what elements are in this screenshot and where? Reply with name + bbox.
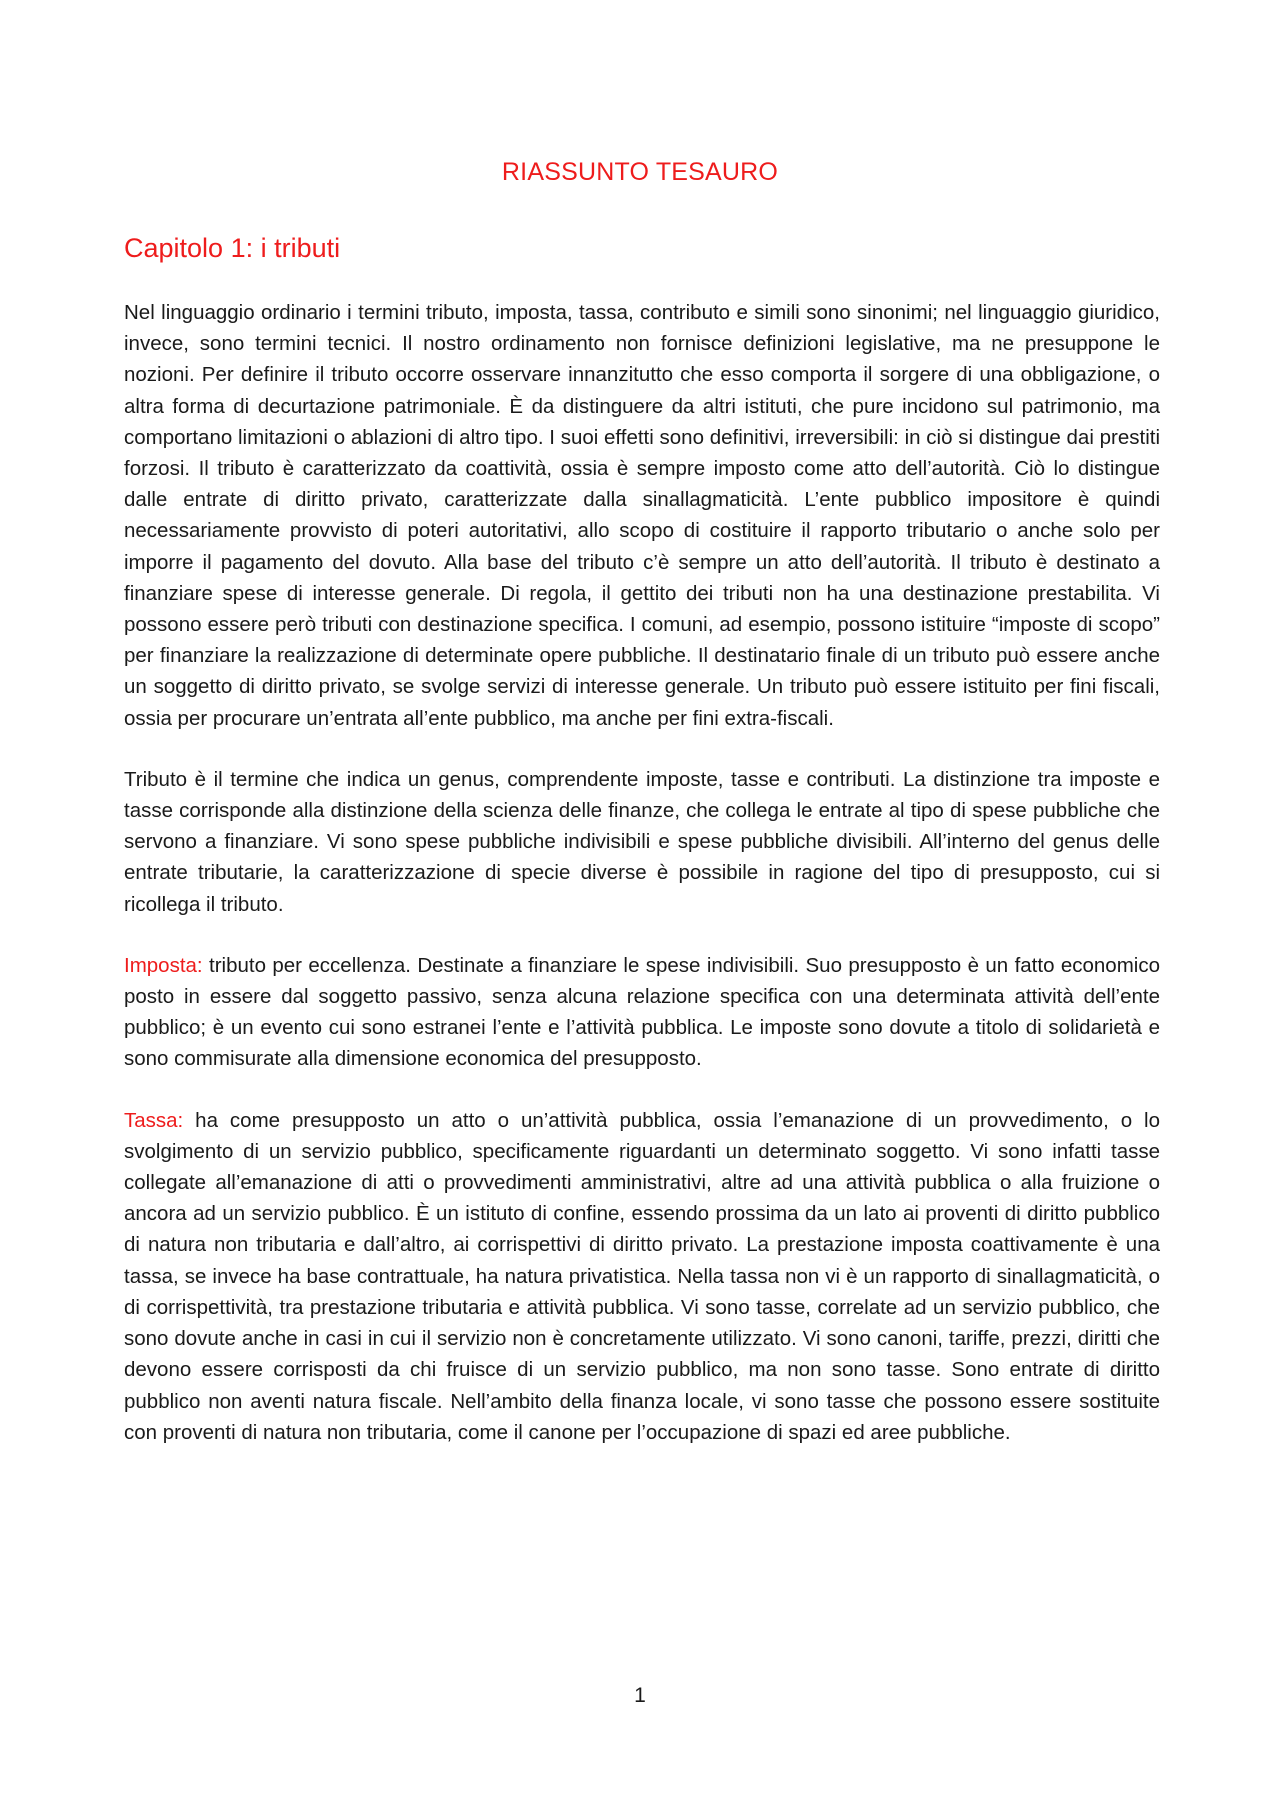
paragraph-imposta <box>124 950 1160 1075</box>
paragraph-tassa <box>124 1105 1160 1448</box>
chapter-title: Capitolo 1: i tributi <box>124 233 341 263</box>
document-title: RIASSUNTO TESAURO <box>501 158 779 186</box>
paragraph-tributo-genus: Tributo è il termine che indica un genus, comprendente imposte, tasse e contributi. La distinzione tra imposte e tasse corrisponde alla distinzione della scienza delle finanze, che collega le entrate al tipo di spese pubbliche che servono a finanziare. Vi sono spese pubbliche indivisibili e spese pubbliche divisibili. All’interno del genus delle entrate tributarie, la caratterizzazione di specie diverse è possibile in ragione del tipo di presupposto, cui si ricollega il tributo. <box>124 767 1160 916</box>
imposta-definition: tributo per eccellenza. Destinate a finanziare le spese indivisibili. Suo presupposto è un fatto economico posto in essere dal soggetto passivo, senza alcuna relazione specifica con una determinata attività dell’ente pubblico; è un evento cui sono estranei l’ente e l’attività pubblica. Le imposte sono dovute a titolo di solidarietà e sono commisurate alla dimensione economica del presupposto. <box>124 953 1160 1071</box>
term-imposta: Imposta: <box>124 953 203 977</box>
page-number: 1 <box>634 1684 646 1707</box>
document-body <box>124 297 1160 1478</box>
paragraph-tributo-definition: Nel linguaggio ordinario i termini tributo, imposta, tassa, contributo e simili sono sinonimi; nel linguaggio giuridico, invece, sono termini tecnici. Il nostro ordinamento non fornisce definizioni legislative, ma ne presuppone le nozioni. Per definire il tributo occorre osservare innanzitutto che esso comporta il sorgere di una obbligazione, o altra forma di decurtazione patrimoniale. È da distinguere da altri istituti, che pure incidono sul patrimonio, ma comportano limitazioni o ablazioni di altro tipo. I suoi effetti sono definitivi, irreversibili: in ciò si distingue dai prestiti forzosi. Il tributo è caratterizzato da coattività, ossia è sempre imposto come atto dell’autorità. Ciò lo distingue dalle entrate di diritto privato, caratterizzate dalla sinallagmaticità. L’ente pubblico impositore è quindi necessariamente provvisto di poteri autoritativi, allo scopo di costituire il rapporto tributario o anche solo per imporre il pagamento del dovuto. Alla base del tributo c’è sempre un atto dell’autorità. Il tributo è destinato a finanziare spese di interesse generale. Di regola, il gettito dei tributi non ha una destinazione prestabilita. Vi possono essere però tributi con destinazione specifica. I comuni, ad esempio, possono istituire “imposte di scopo” per finanziare la realizzazione di determinate opere pubbliche. Il destinatario finale di un tributo può essere anche un soggetto di diritto privato, se svolge servizi di interesse generale. Un tributo può essere istituito per fini fiscali, ossia per procurare un’entrata all’ente pubblico, ma anche per fini extra-fiscali. <box>124 301 1160 730</box>
term-tassa: Tassa: <box>124 1108 184 1132</box>
tassa-definition: ha come presupposto un atto o un’attività pubblica, ossia l’emanazione di un provvedimento, o lo svolgimento di un servizio pubblico, specificamente riguardanti un determinato soggetto. Vi sono infatti tasse collegate all’emanazione di atti o provvedimenti amministrativi, altre ad una attività pubblica o alla fruizione o ancora ad un servizio pubblico. È un istituto di confine, essendo prossima da un lato ai proventi di diritto pubblico di natura non tributaria e dall’altro, ai corrispettivi di diritto privato. La prestazione imposta coattivamente è una tassa, se invece ha base contrattuale, ha natura privatistica. Nella tassa non vi è un rapporto di sinallagmaticità, o di corrispettività, tra prestazione tributaria e attività pubblica. Vi sono tasse, correlate ad un servizio pubblico, che sono dovute anche in casi in cui il servizio non è concretamente utilizzato. Vi sono canoni, tariffe, prezzi, diritti che devono essere corrisposti da chi fruisce di un servizio pubblico, ma non sono tasse. Sono entrate di diritto pubblico non aventi natura fiscale. Nell’ambito della finanza locale, vi sono tasse che possono essere sostituite con proventi di natura non tributaria, come il canone per l’occupazione di spazi ed aree pubbliche. <box>124 1108 1160 1444</box>
